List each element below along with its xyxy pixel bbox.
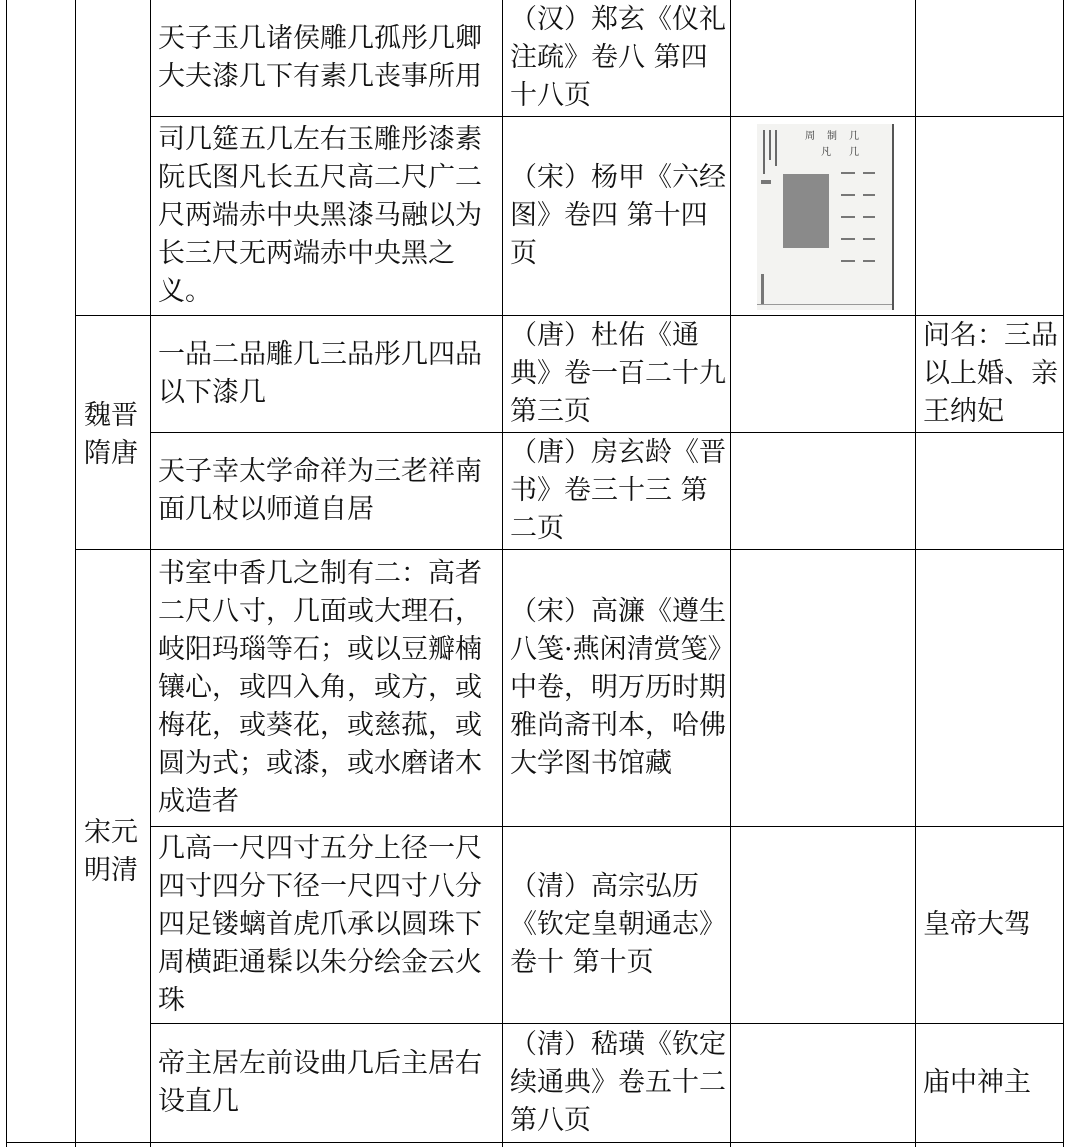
row-text: 一品二品雕几三品彤几四品以下漆几 (158, 338, 482, 408)
period-label (84, 812, 144, 892)
image-block (841, 260, 855, 262)
table-row-source (510, 1023, 726, 1142)
row-source: （宋）高濂《遵生八笺·燕闲清赏笺》中卷，明万历时期雅尚斋刊本，哈佛大学图书馆藏 (510, 595, 726, 779)
row-source: （宋）杨甲《六经图》卷四 第十四页 (510, 161, 726, 269)
row-text: 几高一尺四寸五分上径一尺四寸四分下径一尺四寸八分四足镂螭首虎爪承以圆珠下周横距通髹以朱分绘金云火珠 (158, 832, 482, 1016)
table-row-source (510, 549, 726, 826)
grid-line (502, 0, 503, 1147)
period-label-text: 魏晋隋唐 (84, 400, 138, 469)
table-row-text (158, 0, 498, 116)
row-note: 庙中神主 (923, 1066, 1031, 1098)
row-source: （唐）房玄龄《晋书》卷三十三 第二页 (510, 436, 726, 544)
grid-line (1063, 0, 1064, 1147)
image-column (769, 130, 771, 160)
table-row-source (510, 0, 726, 116)
image-block (863, 194, 875, 196)
row-note: 问名：三品以上婚、亲王纳妃 (923, 319, 1058, 427)
table-row-text (158, 1023, 498, 1142)
image-glyph: 凡 (821, 147, 831, 158)
image-block (761, 274, 764, 304)
image-glyph: 几 (849, 147, 859, 158)
image-block (841, 238, 855, 240)
row-note: 皇帝大驾 (923, 908, 1031, 940)
image-glyph: 几 (849, 131, 859, 142)
table-row-text (158, 315, 498, 432)
image-block (863, 238, 875, 240)
grid-line (730, 0, 731, 1147)
grid-line (150, 0, 151, 1147)
image-block (863, 216, 875, 218)
table-row-text (158, 826, 498, 1023)
table-row-text (158, 549, 498, 826)
table-row-source (510, 315, 726, 432)
image-block (863, 172, 875, 174)
table-row-note (923, 1023, 1059, 1142)
table-row-source (510, 116, 726, 315)
row-text: 天子幸太学命祥为三老祥南面几杖以师道自居 (158, 455, 482, 525)
book-page-illustration (757, 124, 894, 310)
table-row-note (923, 315, 1059, 432)
period-label (84, 395, 144, 475)
grid-line (6, 0, 7, 1147)
row-text: 司几筵五几左右玉雕彤漆素阮氏图凡长五尺高二尺广二尺两端赤中央黑漆马融以为长三尺无两端赤中央黑之义。 (158, 123, 482, 307)
image-glyph: 制 (827, 131, 837, 142)
row-text: 帝主居左前设曲几后主居右设直几 (158, 1047, 482, 1117)
grid-line (6, 1142, 1064, 1143)
image-block (761, 180, 771, 184)
table-row-source (510, 432, 726, 549)
period-label-text: 宋元明清 (84, 817, 138, 886)
image-block (841, 216, 855, 218)
image-block (863, 260, 875, 262)
grid-line (75, 0, 76, 1147)
table-row-source (510, 826, 726, 1023)
image-block (841, 172, 855, 174)
table-row-text (158, 116, 498, 315)
row-source: （清）嵇璜《钦定续通典》卷五十二 第八页 (510, 1028, 726, 1136)
row-source: （清）高宗弘历《钦定皇朝通志》卷十 第十页 (510, 870, 726, 978)
table-row-text (158, 432, 498, 549)
image-column (775, 130, 777, 166)
row-source: （汉）郑玄《仪礼注疏》卷八 第四十八页 (510, 4, 726, 111)
row-text: 天子玉几诸侯雕几孤彤几卿大夫漆几下有素几丧事所用 (158, 23, 482, 92)
table-row-note (923, 826, 1059, 1023)
row-source: （唐）杜佑《通典》卷一百二十九 第三页 (510, 319, 726, 427)
image-glyph: 周 (805, 131, 815, 142)
image-block (841, 194, 855, 196)
grid-line (915, 0, 916, 1147)
row-text: 书室中香几之制有二：高者二尺八寸，几面或大理石，岐阳玛瑙等石；或以豆瓣楠镶心，或四入角，或方，或梅花，或葵花，或慈菰，或圆为式；或漆，或水磨诸木成造者 (158, 557, 482, 817)
image-block (783, 174, 829, 248)
image-column (763, 130, 765, 174)
image-block (757, 304, 894, 305)
